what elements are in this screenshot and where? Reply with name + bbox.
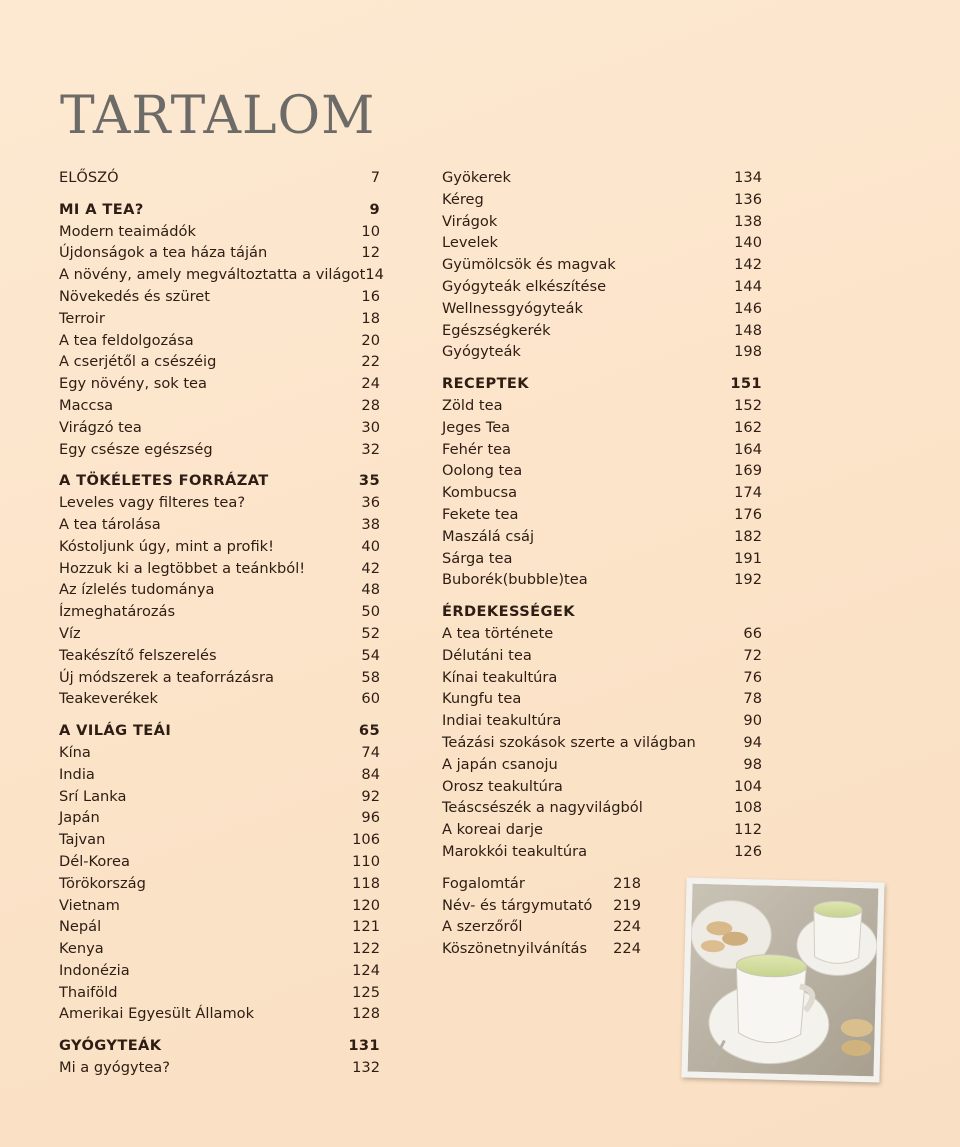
toc-page-number: 10 <box>361 222 380 240</box>
toc-entry-title: Japán <box>59 809 100 827</box>
toc-page-number: 142 <box>734 256 762 274</box>
toc-page-number: 131 <box>348 1037 380 1055</box>
toc-entry-title: Virágok <box>442 212 498 230</box>
toc-entry-india <box>59 764 380 786</box>
toc-page-number: 104 <box>734 777 762 795</box>
toc-page-number: 162 <box>734 418 762 436</box>
toc-page-number: 218 <box>613 874 641 892</box>
toc-page-number: 176 <box>734 505 762 523</box>
toc-page-number: 198 <box>734 343 762 361</box>
toc-page-number: 124 <box>352 961 380 979</box>
toc-page-number: 74 <box>361 743 380 761</box>
toc-entry-title: Vietnam <box>59 896 120 914</box>
toc-page-number: 36 <box>361 494 380 512</box>
toc-page-number: 164 <box>734 440 762 458</box>
toc-entry-delutani-tea <box>442 645 762 667</box>
toc-entry-title: Gyümölcsök és magvak <box>442 256 616 274</box>
toc-page-number: 122 <box>352 940 380 958</box>
toc-entry-gyumolcsok-es-magvak <box>442 254 762 276</box>
toc-entry-title: Indonézia <box>59 961 130 979</box>
toc-entry-izmeghatarozas <box>59 601 380 623</box>
toc-page-number: 22 <box>361 353 380 371</box>
toc-entry-teascseszek-a-nagyvilagbol <box>442 797 762 819</box>
toc-page-number: 152 <box>734 396 762 414</box>
toc-entry-gyogyteak <box>442 341 762 363</box>
section-spacer <box>442 863 762 873</box>
toc-entry-egeszsegkerek <box>442 320 762 342</box>
toc-entry-title: Indiai teakultúra <box>442 712 562 730</box>
toc-entry-title: Teakeverékek <box>59 690 158 708</box>
toc-page-number: 90 <box>743 712 762 730</box>
toc-entry-feher-tea <box>442 439 762 461</box>
toc-entry-title: Oolong tea <box>442 462 523 480</box>
toc-entry-title: A tea feldolgozása <box>59 331 194 349</box>
toc-page-number: 16 <box>361 287 380 305</box>
toc-entry-modern-teaimadok <box>59 221 380 243</box>
toc-entry-title: Virágzó tea <box>59 418 142 436</box>
toc-entry-egy-csesze-egeszseg <box>59 439 380 461</box>
toc-entry-maccsa <box>59 395 380 417</box>
toc-entry-title: Orosz teakultúra <box>442 777 563 795</box>
toc-entry-title: Törökország <box>59 874 146 892</box>
toc-entry-title: Kenya <box>59 940 104 958</box>
toc-entry-title: A japán csanoju <box>442 755 558 773</box>
toc-entry-title: A növény, amely megváltoztatta a világot <box>59 266 366 284</box>
toc-entry-title: Thaiföld <box>59 983 118 1001</box>
toc-entry-kinai-teakultura <box>442 667 762 689</box>
toc-page-number: 40 <box>361 537 380 555</box>
toc-entry-sarga-tea <box>442 548 762 570</box>
toc-page-number: 169 <box>734 462 762 480</box>
toc-entry-title: Ízmeghatározás <box>59 603 176 621</box>
toc-entry-leveles-vagy-filteres-tea <box>59 492 380 514</box>
toc-entry-hozzuk-ki-a-legtobbet-a-teankbol <box>59 558 380 580</box>
toc-entry-kostoljunk-ugy-mint-a-profik <box>59 536 380 558</box>
toc-page-number: 48 <box>361 581 380 599</box>
toc-page-number: 191 <box>734 549 762 567</box>
toc-entry-viragzo-tea <box>59 417 380 439</box>
toc-entry-title: Buborék(bubble)tea <box>442 571 588 589</box>
toc-entry-title: Kungfu tea <box>442 690 522 708</box>
toc-entry-title: A tea története <box>442 624 554 642</box>
toc-page-number: 65 <box>358 722 380 740</box>
toc-entry-jeges-tea <box>442 417 762 439</box>
toc-entry-teakeszito-felszereles <box>59 645 380 667</box>
toc-page-number: 50 <box>361 603 380 621</box>
toc-entry-title: Név- és tárgymutató <box>442 896 593 914</box>
toc-page-number: 134 <box>734 169 762 186</box>
section-spacer <box>442 363 762 373</box>
toc-entry-novekedes-es-szuret <box>59 286 380 308</box>
toc-page-number: 32 <box>361 440 380 458</box>
toc-page-number: 18 <box>361 309 380 327</box>
toc-page-number: 126 <box>734 842 762 860</box>
toc-entry-title: Kóstoljunk úgy, mint a profik! <box>59 537 274 555</box>
toc-entry-title: Egy csésze egészség <box>59 440 213 458</box>
toc-entry-eloszo <box>59 167 380 189</box>
toc-entry-title: Köszönetnyilvánítás <box>442 940 588 958</box>
toc-section-mi-a-tea <box>59 199 380 221</box>
toc-entry-del-korea <box>59 851 380 873</box>
toc-entry-a-japan-csanoju <box>442 754 762 776</box>
toc-entry-title: Kína <box>59 743 91 761</box>
toc-entry-maszala-csaj <box>442 526 762 548</box>
toc-page-number: 14 <box>365 266 384 284</box>
toc-page-number: 138 <box>734 212 762 230</box>
toc-entry-title: Kombucsa <box>442 484 518 502</box>
toc-entry-title: Levelek <box>442 234 498 252</box>
toc-section-gyogyteak <box>59 1035 380 1057</box>
toc-entry-title: Srí Lanka <box>59 787 127 805</box>
toc-entry-a-tea-tarolasa <box>59 514 380 536</box>
toc-entry-vietnam <box>59 895 380 917</box>
toc-entry-kereg <box>442 189 762 211</box>
toc-page-number: 42 <box>361 559 380 577</box>
toc-entry-zold-tea <box>442 395 762 417</box>
toc-entry-gyogyteak-elkeszitese <box>442 276 762 298</box>
section-spacer <box>59 1025 380 1035</box>
toc-page-number: 148 <box>734 321 762 339</box>
toc-entry-nev-es-targymutato <box>442 895 641 917</box>
toc-entry-kungfu-tea <box>442 688 762 710</box>
toc-page-number: 30 <box>361 418 380 436</box>
toc-entry-viz <box>59 623 380 645</box>
toc-entry-ujdonsagok-a-tea-haza-tajan <box>59 242 380 264</box>
section-spacer <box>59 460 380 470</box>
toc-entry-title: Az ízlelés tudománya <box>59 581 215 599</box>
toc-page-number: 9 <box>369 200 380 218</box>
toc-entry-gyokerek <box>442 167 762 189</box>
toc-page-number: 125 <box>352 983 380 1001</box>
toc-entry-torokorszag <box>59 873 380 895</box>
toc-entry-title: Tajvan <box>59 831 106 849</box>
toc-section-a-tokeletes-forrazat <box>59 470 380 492</box>
toc-entry-title: Gyógyteák elkészítése <box>442 277 607 295</box>
toc-middle-column <box>442 167 762 960</box>
toc-page-number: 76 <box>743 668 762 686</box>
toc-entry-title: Hozzuk ki a legtöbbet a teánkból! <box>59 559 306 577</box>
toc-entry-indiai-teakultura <box>442 710 762 732</box>
toc-entry-kina <box>59 742 380 764</box>
toc-entry-wellnessgyogyteak <box>442 298 762 320</box>
toc-entry-title: Maszálá csáj <box>442 527 535 545</box>
toc-entry-title: Dél-Korea <box>59 852 130 870</box>
toc-page-number: 12 <box>361 244 380 262</box>
toc-entry-title: Egészségkerék <box>442 321 551 339</box>
toc-entry-nepal <box>59 916 380 938</box>
matcha-latte-photo <box>681 877 884 1082</box>
toc-entry-title: Jeges Tea <box>442 418 511 436</box>
toc-entry-thaifold <box>59 982 380 1004</box>
toc-entry-a-noveny-amely-megvaltoztatta-a-vilagot <box>59 264 384 286</box>
toc-entry-terroir <box>59 308 380 330</box>
toc-entry-title: Délutáni tea <box>442 646 532 664</box>
toc-page-number: 60 <box>361 690 380 708</box>
toc-entry-title: Terroir <box>59 309 105 327</box>
toc-entry-uj-modszerek-a-teaforrazasra <box>59 667 380 689</box>
toc-entry-title: Kínai teakultúra <box>442 668 558 686</box>
toc-entry-title: Sárga tea <box>442 549 513 567</box>
toc-page-number: 52 <box>361 624 380 642</box>
toc-page-number: 84 <box>361 765 380 783</box>
toc-entry-buborek-bubble-tea <box>442 569 762 591</box>
toc-entry-orosz-teakultura <box>442 776 762 798</box>
toc-page-number: 128 <box>352 1005 380 1023</box>
toc-entry-fogalomtar <box>442 873 641 895</box>
toc-page-number: 182 <box>734 527 762 545</box>
toc-entry-amerikai-egyesult-allamok <box>59 1003 380 1025</box>
toc-page-number: 112 <box>734 821 762 839</box>
toc-entry-title: Egy növény, sok tea <box>59 375 207 393</box>
toc-entry-tajvan <box>59 829 380 851</box>
toc-page-number: 78 <box>743 690 762 708</box>
toc-entry-title: Kéreg <box>442 190 484 208</box>
toc-page-number: 38 <box>361 515 380 533</box>
section-spacer <box>59 710 380 720</box>
toc-page-number: 94 <box>743 733 762 751</box>
toc-entry-title: Fogalomtár <box>442 874 525 892</box>
toc-page-number: 106 <box>352 831 380 849</box>
toc-entry-title: Víz <box>59 624 81 642</box>
toc-entry-a-koreai-darje <box>442 819 762 841</box>
toc-entry-viragok <box>442 211 762 233</box>
toc-entry-title: A tea tárolása <box>59 515 161 533</box>
toc-entry-title: Amerikai Egyesült Államok <box>59 1005 255 1023</box>
toc-entry-oolong-tea <box>442 460 762 482</box>
toc-page-number: 144 <box>734 277 762 295</box>
section-spacer <box>442 591 762 601</box>
toc-entry-levelek <box>442 232 762 254</box>
toc-entry-egy-noveny-sok-tea <box>59 373 380 395</box>
matcha-photo-illustration <box>688 884 879 1077</box>
toc-entry-teakeverekek <box>59 688 380 710</box>
toc-page-number: 35 <box>358 472 380 490</box>
toc-entry-indonezia <box>59 960 380 982</box>
toc-entry-title: Növekedés és szüret <box>59 287 210 305</box>
toc-entry-title: Modern teaimádók <box>59 222 196 240</box>
toc-entry-title: A cserjétől a csészéig <box>59 353 217 371</box>
toc-entry-mi-a-gyogytea <box>59 1057 380 1079</box>
toc-page-number: 58 <box>361 668 380 686</box>
toc-page-number: 28 <box>361 396 380 414</box>
toc-entry-title: Leveles vagy filteres tea? <box>59 494 246 512</box>
toc-page-number: 219 <box>613 896 641 914</box>
toc-entry-title: Gyökerek <box>442 169 511 186</box>
toc-entry-title: A TÖKÉLETES FORRÁZAT <box>59 472 269 490</box>
toc-page-number: 224 <box>613 918 641 936</box>
toc-entry-title: GYÓGYTEÁK <box>59 1037 162 1055</box>
toc-entry-title: ÉRDEKESSÉGEK <box>442 603 575 621</box>
toc-page-number: 66 <box>743 624 762 642</box>
toc-entry-title: Zöld tea <box>442 396 503 414</box>
toc-page-number: 92 <box>361 787 380 805</box>
toc-page-number: 72 <box>743 646 762 664</box>
toc-page-number: 108 <box>734 799 762 817</box>
toc-page-number: 132 <box>352 1059 380 1077</box>
toc-page-number: 98 <box>743 755 762 773</box>
toc-entry-a-tea-feldolgozasa <box>59 330 380 352</box>
toc-section-a-vilag-teai <box>59 720 380 742</box>
toc-entry-a-cserjetol-a-cseszeig <box>59 351 380 373</box>
toc-page-number: 118 <box>352 874 380 892</box>
toc-page-number: 192 <box>734 571 762 589</box>
toc-entry-title: Nepál <box>59 918 102 936</box>
toc-entry-kenya <box>59 938 380 960</box>
toc-entry-title: Új módszerek a teaforrázásra <box>59 668 274 686</box>
toc-entry-title: Fehér tea <box>442 440 512 458</box>
toc-entry-title: India <box>59 765 95 783</box>
toc-page-number: 174 <box>734 484 762 502</box>
toc-entry-sri-lanka <box>59 786 380 808</box>
toc-page-number: 110 <box>352 852 380 870</box>
toc-entry-title: RECEPTEK <box>442 375 530 393</box>
toc-entry-fekete-tea <box>442 504 762 526</box>
toc-entry-a-tea-tortenete <box>442 623 762 645</box>
toc-page-number: 121 <box>352 918 380 936</box>
toc-page-number: 24 <box>361 375 380 393</box>
toc-entry-title: Teázási szokások szerte a világban <box>442 733 696 751</box>
toc-page-number: 7 <box>370 169 380 186</box>
toc-entry-title: A VILÁG TEÁI <box>59 722 172 740</box>
toc-entry-japan <box>59 807 380 829</box>
toc-entry-title: Maccsa <box>59 396 114 414</box>
toc-entry-title: Teakészítő felszerelés <box>59 646 217 664</box>
toc-left-column <box>59 167 384 1079</box>
toc-page-number: 136 <box>734 190 762 208</box>
toc-entry-title: Teáscsészék a nagyvilágból <box>442 799 643 817</box>
toc-page-number: 120 <box>352 896 380 914</box>
toc-page-number: 146 <box>734 299 762 317</box>
toc-entry-title: Gyógyteák <box>442 343 521 361</box>
toc-entry-title: Marokkói teakultúra <box>442 842 588 860</box>
toc-entry-title: A koreai darje <box>442 821 544 839</box>
toc-entry-title: A szerzőről <box>442 918 523 936</box>
toc-page-number: 140 <box>734 234 762 252</box>
toc-entry-kombucsa <box>442 482 762 504</box>
toc-section-erdekessegek <box>442 601 762 623</box>
toc-entry-title: Mi a gyógytea? <box>59 1059 170 1077</box>
toc-entry-marokkoi-teakultura <box>442 841 762 863</box>
toc-entry-koszonetnyilvanitas <box>442 938 641 960</box>
toc-page-number: 96 <box>361 809 380 827</box>
toc-page-number: 20 <box>361 331 380 349</box>
toc-section-receptek <box>442 373 762 395</box>
toc-entry-teazasi-szokasok-szerte-a-vilagban <box>442 732 762 754</box>
toc-entry-title: MI A TEA? <box>59 200 144 218</box>
toc-entry-a-szerzorol <box>442 916 641 938</box>
toc-entry-title: Újdonságok a tea háza táján <box>59 244 268 262</box>
toc-entry-title: Wellnessgyógyteák <box>442 299 583 317</box>
toc-page-number: 151 <box>730 375 762 393</box>
toc-page-number: 224 <box>613 940 641 958</box>
toc-entry-title: Fekete tea <box>442 505 519 523</box>
page-title: TARTALOM <box>60 86 376 146</box>
toc-entry-az-izleles-tudomanya <box>59 579 380 601</box>
toc-page-number: 54 <box>361 646 380 664</box>
toc-entry-title: ELŐSZÓ <box>59 169 119 186</box>
section-spacer <box>59 189 380 199</box>
